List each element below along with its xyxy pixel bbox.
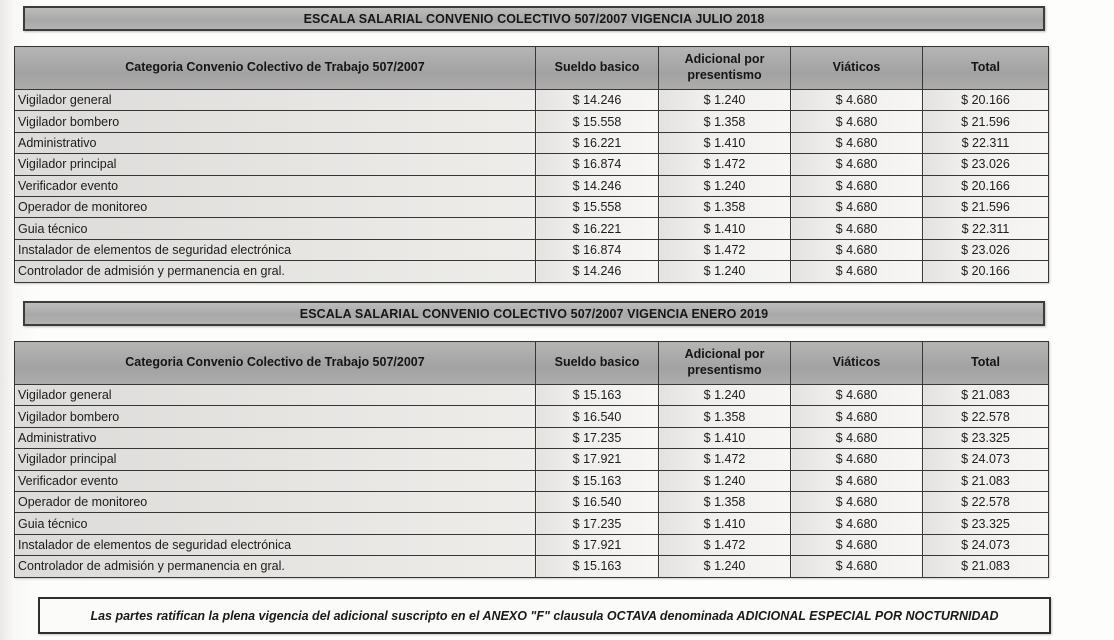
viaticos-cell: $ 4.680 [791, 406, 923, 427]
category-cell: Operador de monitoreo [15, 196, 536, 217]
sueldo-basico-cell: $ 16.874 [536, 154, 659, 175]
category-cell: Controlador de admisión y permanencia en gral. [15, 556, 536, 577]
column-header: Categoria Convenio Colectivo de Trabajo 507/2007 [15, 342, 536, 385]
table-body [15, 385, 1049, 578]
adicional-presentismo-cell: $ 1.240 [659, 385, 791, 406]
table-row [15, 196, 1049, 217]
sueldo-basico-cell: $ 14.246 [536, 90, 659, 111]
category-cell: Instalador de elementos de seguridad electrónica [15, 534, 536, 555]
viaticos-cell: $ 4.680 [791, 90, 923, 111]
sueldo-basico-cell: $ 16.540 [536, 406, 659, 427]
table-row [15, 427, 1049, 448]
table-row [15, 261, 1049, 282]
total-cell: $ 24.073 [923, 449, 1049, 470]
sueldo-basico-cell: $ 16.540 [536, 491, 659, 512]
viaticos-cell: $ 4.680 [791, 196, 923, 217]
category-cell: Guia técnico [15, 513, 536, 534]
adicional-presentismo-cell: $ 1.410 [659, 427, 791, 448]
total-cell: $ 23.026 [923, 154, 1049, 175]
total-cell: $ 23.026 [923, 239, 1049, 260]
sueldo-basico-cell: $ 14.246 [536, 261, 659, 282]
total-cell: $ 23.325 [923, 427, 1049, 448]
category-cell: Administrativo [15, 132, 536, 153]
sueldo-basico-cell: $ 15.163 [536, 556, 659, 577]
total-cell: $ 21.083 [923, 470, 1049, 491]
viaticos-cell: $ 4.680 [791, 218, 923, 239]
viaticos-cell: $ 4.680 [791, 385, 923, 406]
footnote: Las partes ratifican la plena vigencia del adicional suscripto en el ANEXO "F" clausula OCTAVA denominada ADICIONAL ESPECIAL POR NOCTURNIDAD [38, 597, 1051, 634]
viaticos-cell: $ 4.680 [791, 261, 923, 282]
column-header: Sueldo basico [536, 47, 659, 90]
viaticos-cell: $ 4.680 [791, 111, 923, 132]
column-header: Total [923, 47, 1049, 90]
total-cell: $ 21.596 [923, 111, 1049, 132]
adicional-presentismo-cell: $ 1.410 [659, 513, 791, 534]
viaticos-cell: $ 4.680 [791, 132, 923, 153]
category-cell: Vigilador principal [15, 449, 536, 470]
table-row [15, 491, 1049, 512]
viaticos-cell: $ 4.680 [791, 556, 923, 577]
sueldo-basico-cell: $ 17.921 [536, 449, 659, 470]
adicional-presentismo-cell: $ 1.358 [659, 111, 791, 132]
table-header-row [15, 342, 1049, 385]
total-cell: $ 22.578 [923, 491, 1049, 512]
column-header: Viáticos [791, 47, 923, 90]
total-cell: $ 21.083 [923, 556, 1049, 577]
category-cell: Vigilador general [15, 385, 536, 406]
salary-table-julio-2018 [14, 46, 1049, 283]
sueldo-basico-cell: $ 17.235 [536, 427, 659, 448]
column-header: Adicional por presentismo [659, 342, 791, 385]
total-cell: $ 20.166 [923, 175, 1049, 196]
table-row [15, 239, 1049, 260]
category-cell: Guia técnico [15, 218, 536, 239]
table-row [15, 111, 1049, 132]
adicional-presentismo-cell: $ 1.472 [659, 239, 791, 260]
adicional-presentismo-cell: $ 1.472 [659, 449, 791, 470]
sueldo-basico-cell: $ 14.246 [536, 175, 659, 196]
total-cell: $ 22.578 [923, 406, 1049, 427]
viaticos-cell: $ 4.680 [791, 491, 923, 512]
sueldo-basico-cell: $ 15.558 [536, 196, 659, 217]
adicional-presentismo-cell: $ 1.472 [659, 154, 791, 175]
viaticos-cell: $ 4.680 [791, 449, 923, 470]
viaticos-cell: $ 4.680 [791, 427, 923, 448]
total-cell: $ 24.073 [923, 534, 1049, 555]
adicional-presentismo-cell: $ 1.472 [659, 534, 791, 555]
table-row [15, 385, 1049, 406]
viaticos-cell: $ 4.680 [791, 154, 923, 175]
category-cell: Verificador evento [15, 175, 536, 196]
sueldo-basico-cell: $ 16.221 [536, 132, 659, 153]
table-row [15, 154, 1049, 175]
total-cell: $ 21.596 [923, 196, 1049, 217]
table-header [15, 47, 1049, 90]
table-row [15, 470, 1049, 491]
adicional-presentismo-cell: $ 1.358 [659, 196, 791, 217]
sueldo-basico-cell: $ 15.558 [536, 111, 659, 132]
table-row [15, 534, 1049, 555]
column-header: Sueldo basico [536, 342, 659, 385]
table-row [15, 449, 1049, 470]
table-header-row [15, 47, 1049, 90]
column-header: Categoria Convenio Colectivo de Trabajo 507/2007 [15, 47, 536, 90]
category-cell: Controlador de admisión y permanencia en gral. [15, 261, 536, 282]
table-header [15, 342, 1049, 385]
sueldo-basico-cell: $ 16.221 [536, 218, 659, 239]
table-title-julio-2018: ESCALA SALARIAL CONVENIO COLECTIVO 507/2007 VIGENCIA JULIO 2018 [23, 6, 1045, 31]
viaticos-cell: $ 4.680 [791, 513, 923, 534]
category-cell: Vigilador principal [15, 154, 536, 175]
salary-table-enero-2019 [14, 341, 1049, 578]
category-cell: Vigilador bombero [15, 406, 536, 427]
adicional-presentismo-cell: $ 1.240 [659, 261, 791, 282]
category-cell: Operador de monitoreo [15, 491, 536, 512]
adicional-presentismo-cell: $ 1.240 [659, 470, 791, 491]
column-header: Total [923, 342, 1049, 385]
table-row [15, 556, 1049, 577]
table-body [15, 90, 1049, 283]
column-header: Viáticos [791, 342, 923, 385]
table-row [15, 90, 1049, 111]
adicional-presentismo-cell: $ 1.358 [659, 491, 791, 512]
total-cell: $ 22.311 [923, 218, 1049, 239]
sueldo-basico-cell: $ 15.163 [536, 470, 659, 491]
total-cell: $ 20.166 [923, 261, 1049, 282]
adicional-presentismo-cell: $ 1.240 [659, 90, 791, 111]
category-cell: Instalador de elementos de seguridad electrónica [15, 239, 536, 260]
category-cell: Administrativo [15, 427, 536, 448]
adicional-presentismo-cell: $ 1.358 [659, 406, 791, 427]
viaticos-cell: $ 4.680 [791, 534, 923, 555]
column-header: Adicional por presentismo [659, 47, 791, 90]
total-cell: $ 20.166 [923, 90, 1049, 111]
category-cell: Vigilador general [15, 90, 536, 111]
viaticos-cell: $ 4.680 [791, 239, 923, 260]
category-cell: Vigilador bombero [15, 111, 536, 132]
viaticos-cell: $ 4.680 [791, 175, 923, 196]
adicional-presentismo-cell: $ 1.240 [659, 175, 791, 196]
adicional-presentismo-cell: $ 1.410 [659, 218, 791, 239]
total-cell: $ 21.083 [923, 385, 1049, 406]
table-row [15, 513, 1049, 534]
table-row [15, 175, 1049, 196]
table-row [15, 406, 1049, 427]
table-row [15, 132, 1049, 153]
sueldo-basico-cell: $ 17.235 [536, 513, 659, 534]
sueldo-basico-cell: $ 16.874 [536, 239, 659, 260]
total-cell: $ 22.311 [923, 132, 1049, 153]
total-cell: $ 23.325 [923, 513, 1049, 534]
sueldo-basico-cell: $ 15.163 [536, 385, 659, 406]
adicional-presentismo-cell: $ 1.410 [659, 132, 791, 153]
category-cell: Verificador evento [15, 470, 536, 491]
table-title-enero-2019: ESCALA SALARIAL CONVENIO COLECTIVO 507/2007 VIGENCIA ENERO 2019 [23, 301, 1045, 326]
table-row [15, 218, 1049, 239]
adicional-presentismo-cell: $ 1.240 [659, 556, 791, 577]
sueldo-basico-cell: $ 17.921 [536, 534, 659, 555]
viaticos-cell: $ 4.680 [791, 470, 923, 491]
